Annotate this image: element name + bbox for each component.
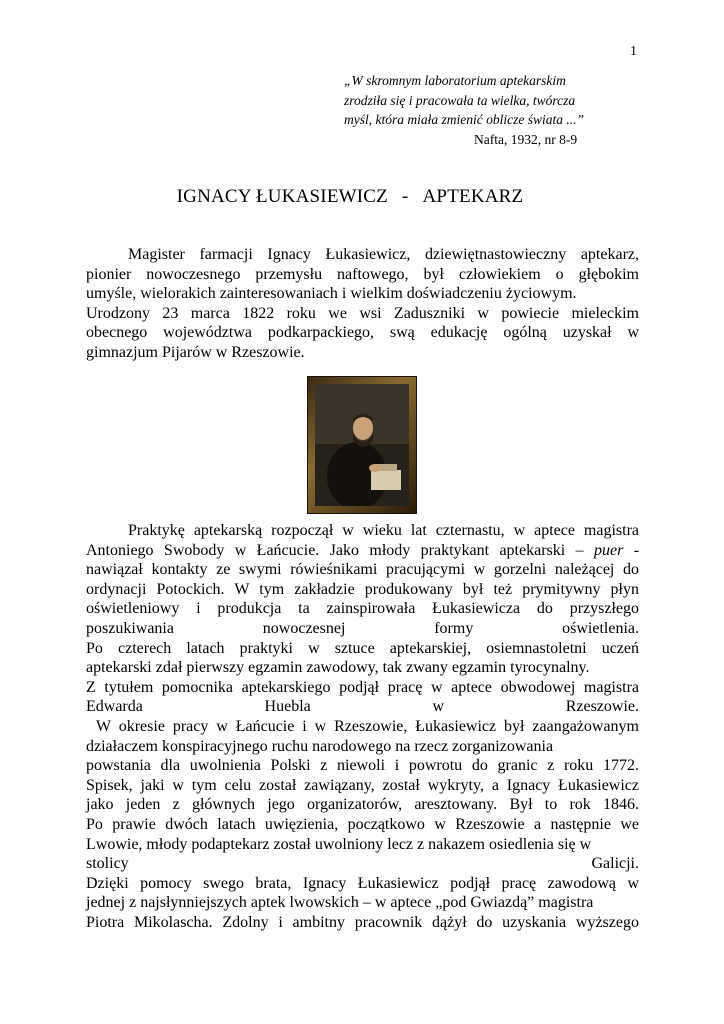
epigraph [344, 71, 644, 149]
text-line: gimnazjum Pijarów w Rzeszowie. [86, 343, 305, 361]
text-line: ordynacji Potockich. W tym zakładzie produkowany był też prymitywny płyn [86, 580, 639, 598]
portrait-image [315, 384, 409, 506]
title-role: APTEKARZ [422, 186, 524, 207]
text-line: Piotra Mikolascha. Zdolny i ambitny pracownik dążył do uzyskania wyższego [86, 913, 639, 931]
text-line: jako jeden z głównych jego organizatorów, aresztowany. Był to rok 1846. [86, 796, 639, 814]
text-line: Po czterech latach praktyki w sztuce aptekarskiej, osiemnastoletni uczeń [86, 639, 639, 657]
emphasis-puer: puer [593, 541, 624, 559]
page-number: 1 [630, 44, 637, 59]
text-line: stolicy Galicji. [86, 855, 639, 873]
page-title [0, 186, 700, 208]
epigraph-line: „W skromnym laboratorium aptekarskim [344, 73, 566, 88]
text-line: Antoniego Swobody w Łańcucie. Jako młody praktykant aptekarski – puer - [86, 541, 640, 559]
portrait-painting [308, 377, 416, 513]
text-line: działaczem konspiracyjnego ruchu narodowego na rzecz zorganizowania [86, 737, 554, 755]
text-line: oświetleniowy i produkcja ta zainspirowała Łukasiewicza do przyszłego [86, 600, 639, 618]
text-line: jednej z najsłynniejszych aptek lwowskich – w aptece „pod Gwiazdą” magistra [86, 894, 594, 912]
text-line: Urodzony 23 marca 1822 roku we wsi Zaduszniki w powiecie mieleckim [86, 304, 639, 322]
text-line: Dzięki pomocy swego brata, Ignacy Łukasiewicz podjął pracę zawodową w [86, 874, 639, 892]
text-line: Praktykę aptekarską rozpoczął w wieku lat czternastu, w aptece magistra [128, 522, 639, 539]
text-line: Magister farmacji Ignacy Łukasiewicz, dziewiętnastowieczny aptekarz, [128, 246, 639, 263]
text-line: Edwarda Huebla w Rzeszowie. [86, 698, 639, 716]
epigraph-line: myśl, która miała zmienić oblicze świata ...” [344, 112, 584, 127]
text-line: nawiązał kontakty ze swymi rówieśnikami pracującymi w gorzelni należącej do [86, 561, 639, 579]
title-name: IGNACY ŁUKASIEWICZ [176, 186, 388, 207]
text-line: aptekarski zdał pierwszy egzamin zawodowy, tak zwany egzamin tyrocynalny. [86, 659, 590, 677]
text-line: powstania dla uwolnienia Polski z niewoli i powrotu do granic z roku 1772. [86, 757, 639, 775]
text-line: Po prawie dwóch latach uwięzienia, początkowo w Rzeszowie a następnie we [86, 815, 639, 833]
text-line: Lwowie, młody podaptekarz został uwolniony lecz z nakazem osiedlenia się w [86, 835, 592, 853]
body-paragraph [86, 521, 639, 932]
intro-paragraph [86, 245, 639, 363]
text-line: umyśle, wielorakich zainteresowaniach i wielkim doświadczeniu życiowym. [86, 285, 577, 303]
title-separator: - [401, 186, 409, 207]
text-line: Z tytułem pomocnika aptekarskiego podjął pracę w aptece obwodowej magistra [86, 678, 639, 696]
text-line: poszukiwania nowoczesnej formy oświetlenia. [86, 619, 639, 637]
epigraph-source: Nafta, 1932, nr 8-9 [474, 131, 578, 147]
epigraph-line: zrodziła się i pracowała ta wielka, twórcza [344, 92, 576, 108]
text-line: pionier nowoczesnego przemysłu naftowego, był człowiekiem o głębokim [86, 265, 639, 283]
text-line: Spisek, jaki w tym celu został zawiązany, został wykryty, a Ignacy Łukasiewicz [86, 776, 639, 794]
text-line: W okresie pracy w Łańcucie i w Rzeszowie, Łukasiewicz był zaangażowanym [96, 717, 639, 735]
text-line: obecnego województwa podkarpackiego, swą edukację ogólną uzyskał w [86, 324, 639, 342]
